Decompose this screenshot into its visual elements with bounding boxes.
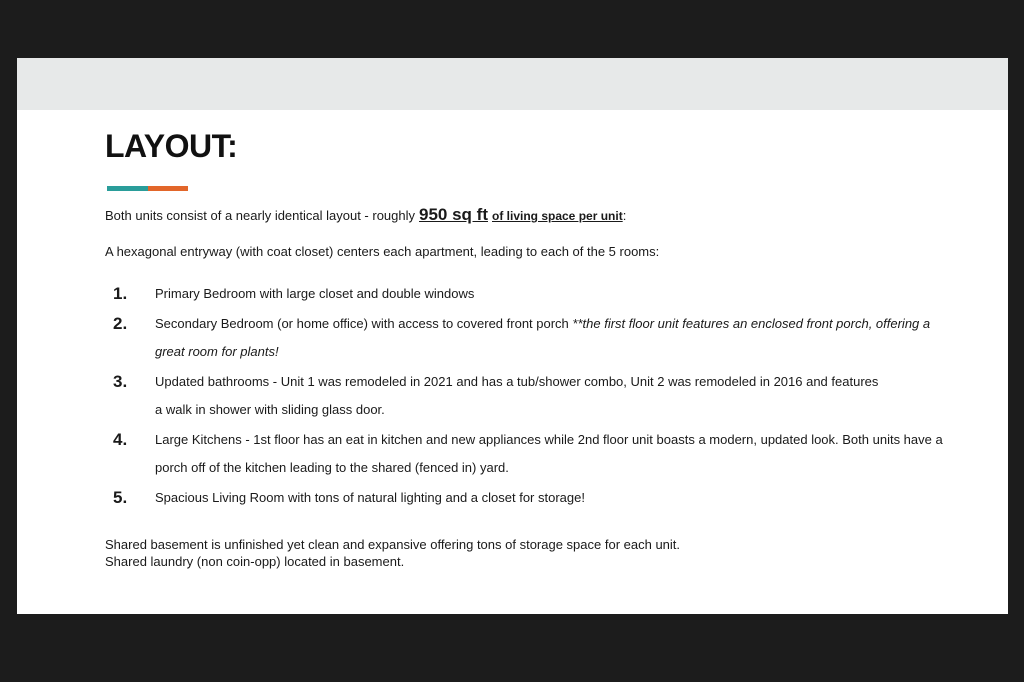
footer-notes: [105, 536, 680, 570]
list-item-cont: porch off of the kitchen leading to the shared (fenced in) yard.: [155, 460, 509, 475]
intro-line: [105, 205, 626, 229]
list-item: [113, 310, 1003, 366]
list-item-number: 4.: [113, 430, 128, 449]
list-item: [113, 426, 1003, 482]
room-list: [113, 280, 1003, 514]
list-item-text: Spacious Living Room with tons of natural lighting and a closet for storage!: [155, 490, 585, 505]
footer-basement-note: Shared basement is unfinished yet clean and expansive offering tons of storage space for each unit.: [105, 537, 681, 552]
list-item-text: [155, 310, 1003, 338]
footer-laundry-note: Shared laundry (non coin-opp) located in basement.: [105, 554, 405, 569]
list-item-number: 2.: [113, 314, 128, 333]
entry-line: A hexagonal entryway (with coat closet) centers each apartment, leading to each of the 5 rooms:: [105, 244, 660, 259]
slide-title: LAYOUT:: [105, 128, 238, 164]
list-item-main: Secondary Bedroom (or home office) with access to covered front porch: [155, 316, 569, 331]
list-item-italic-cont: great room for plants!: [155, 344, 279, 359]
slide: [17, 58, 1008, 614]
title-accent-bar: [107, 186, 188, 191]
intro-suffix: of living space per unit: [492, 209, 623, 223]
list-item-text: Large Kitchens - 1st floor has an eat in kitchen and new appliances while 2nd floor unit boasts a modern, updated look. Both units have a: [155, 432, 943, 447]
list-item-text: Primary Bedroom with large closet and double windows: [155, 286, 475, 301]
list-item-number: 3.: [113, 372, 128, 391]
list-item-italic-note: **the first floor unit features an enclosed front porch, offering a: [572, 316, 931, 331]
list-item-number: 1.: [113, 284, 128, 303]
slide-header-band: [17, 58, 1008, 110]
list-item-number: 5.: [113, 488, 128, 507]
intro-prefix: Both units consist of a nearly identical layout - roughly: [105, 208, 416, 223]
list-item-text: Updated bathrooms - Unit 1 was remodeled in 2021 and has a tub/shower combo, Unit 2 was remodeled in 2016 and features: [155, 374, 879, 389]
accent-teal-segment: [107, 186, 148, 191]
list-item: [113, 280, 1003, 308]
intro-end: :: [622, 208, 627, 223]
intro-size: 950 sq ft: [419, 205, 488, 224]
list-item-cont: a walk in shower with sliding glass door.: [155, 402, 385, 417]
list-item: [113, 484, 1003, 512]
accent-orange-segment: [148, 186, 188, 191]
list-item: [113, 368, 1003, 424]
